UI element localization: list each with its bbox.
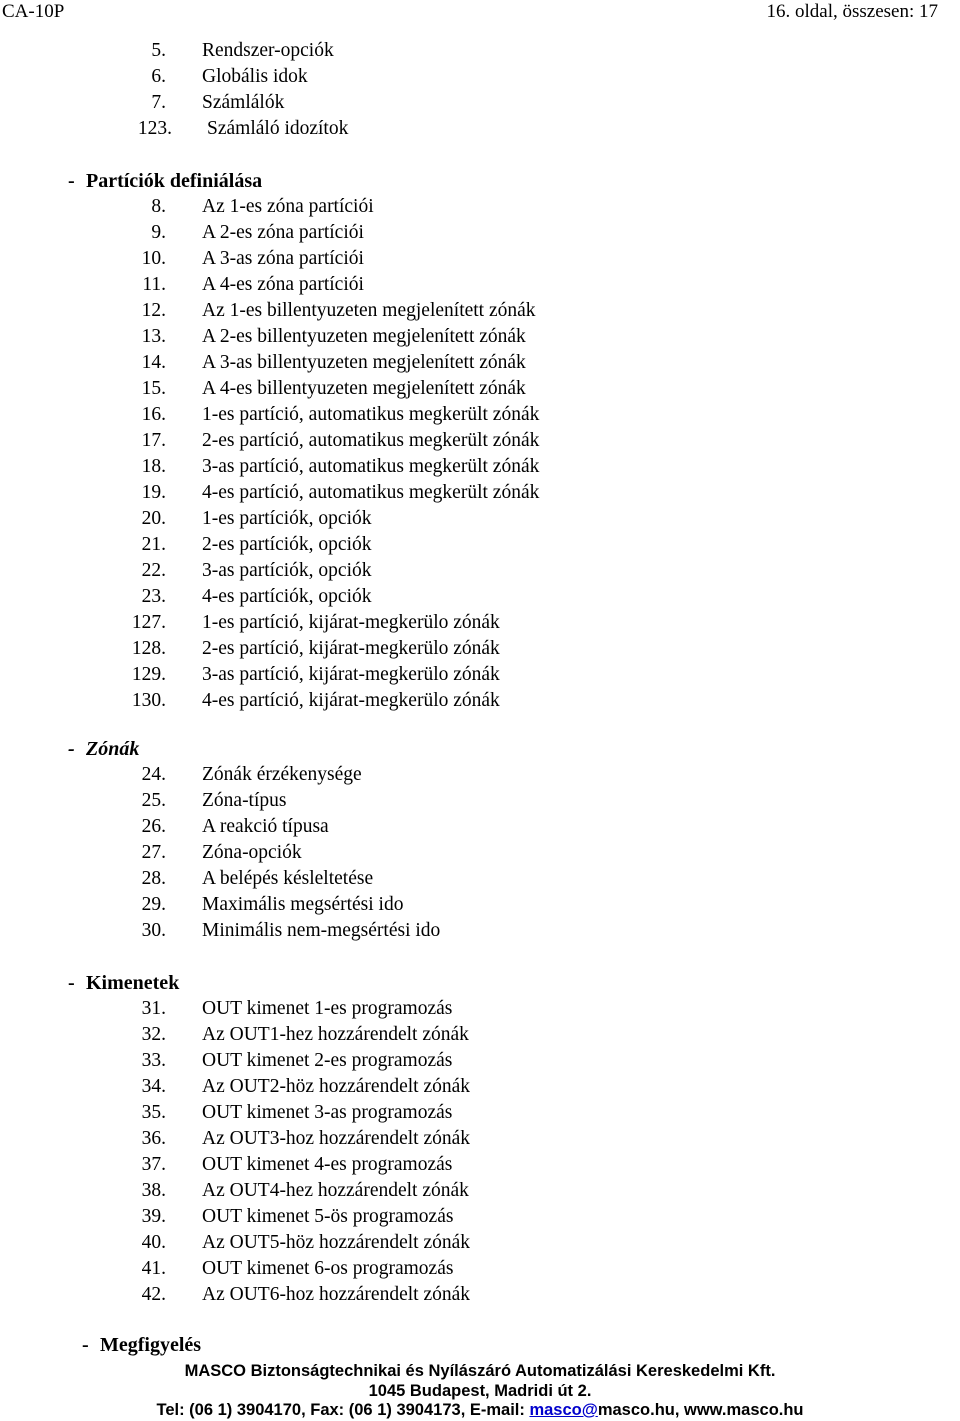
item-number: 16. [141, 404, 166, 425]
item-number: 31. [141, 998, 166, 1019]
item-text: A reakció típusa [202, 816, 329, 837]
item-number: 27. [141, 842, 166, 863]
item-number: 17. [141, 430, 166, 451]
item-text: Globális idok [202, 66, 308, 87]
item-number: 127. [131, 612, 166, 633]
item-text: 1-es partíció, automatikus megkerült zónák [202, 404, 540, 425]
item-text: Számlálók [202, 92, 285, 113]
section-title: Zónák [86, 738, 140, 760]
item-text: Az OUT6-hoz hozzárendelt zónák [202, 1284, 471, 1305]
item-text: Zóna-opciók [202, 842, 302, 863]
item-number: 34. [141, 1076, 166, 1097]
item-text: 4-es partíciók, opciók [202, 586, 372, 607]
section-heading-partitions [68, 168, 262, 194]
item-number: 21. [141, 534, 166, 555]
item-text: Az 1-es billentyuzeten megjelenített zónák [202, 300, 536, 321]
item-number: 28. [141, 868, 166, 889]
section-title: Megfigyelés [100, 1334, 202, 1356]
item-number: 14. [141, 352, 166, 373]
item-number: 24. [141, 764, 166, 785]
section-dash: - [68, 170, 75, 192]
item-text: Az OUT5-höz hozzárendelt zónák [202, 1232, 471, 1253]
item-text: Zónák érzékenysége [202, 764, 362, 785]
item-text: Maximális megsértési ido [202, 894, 404, 915]
section-heading-zones [68, 736, 139, 762]
item-text: Az OUT3-hoz hozzárendelt zónák [202, 1128, 471, 1149]
item-number: 29. [141, 894, 166, 915]
section-title: Partíciók definiálása [86, 170, 263, 192]
item-text: 4-es partíció, kijárat-megkerülo zónák [202, 690, 500, 711]
item-text: Rendszer-opciók [202, 40, 334, 61]
item-number: 22. [141, 560, 166, 581]
item-text: 2-es partíció, kijárat-megkerülo zónák [202, 638, 500, 659]
item-number: 12. [141, 300, 166, 321]
item-number: 30. [141, 920, 166, 941]
item-text: A 2-es billentyuzeten megjelenített zónák [202, 326, 526, 347]
item-text: Zóna-típus [202, 790, 287, 811]
item-text: A belépés késleltetése [202, 868, 374, 889]
item-number: 128. [131, 638, 166, 659]
item-text: Az OUT1-hez hozzárendelt zónák [202, 1024, 469, 1045]
item-number: 33. [141, 1050, 166, 1071]
item-text: OUT kimenet 1-es programozás [202, 998, 453, 1019]
item-text: OUT kimenet 6-os programozás [202, 1258, 454, 1279]
item-text: Az OUT4-hez hozzárendelt zónák [202, 1180, 469, 1201]
header-page-number: 16. oldal, összesen: 17 [766, 1, 938, 22]
item-number: 38. [141, 1180, 166, 1201]
item-number: 26. [141, 816, 166, 837]
item-number: 39. [141, 1206, 166, 1227]
item-number: 40. [141, 1232, 166, 1253]
footer-contact [0, 1399, 960, 1421]
footer-address: 1045 Budapest, Madridi út 2. [368, 1382, 592, 1400]
item-number: 13. [141, 326, 166, 347]
item-number: 8. [151, 196, 166, 217]
item-number: 36. [141, 1128, 166, 1149]
section-dash: - [82, 1334, 89, 1356]
item-text: A 2-es zóna partíciói [202, 222, 364, 243]
section-heading-outputs [68, 970, 179, 996]
item-number: 10. [141, 248, 166, 269]
item-number: 32. [141, 1024, 166, 1045]
item-text: 3-as partíció, automatikus megkerült zónák [202, 456, 540, 477]
item-text: 3-as partíció, kijárat-megkerülo zónák [202, 664, 500, 685]
item-text: Számláló idozítok [207, 118, 349, 139]
item-text: Minimális nem-megsértési ido [202, 920, 441, 941]
footer-contact-prefix: Tel: (06 1) 3904170, Fax: (06 1) 3904173, E-mail: [156, 1401, 530, 1419]
item-number: 129. [131, 664, 166, 685]
item-number: 42. [141, 1284, 166, 1305]
footer-email-link[interactable]: masco@ [529, 1401, 598, 1419]
section-title: Kimenetek [86, 972, 180, 994]
footer-company: MASCO Biztonságtechnikai és Nyílászáró Automatizálási Kereskedelmi Kft. [184, 1362, 776, 1380]
item-number: 18. [141, 456, 166, 477]
item-text: OUT kimenet 4-es programozás [202, 1154, 453, 1175]
item-text: 1-es partíció, kijárat-megkerülo zónák [202, 612, 500, 633]
item-number: 23. [141, 586, 166, 607]
item-text: 1-es partíciók, opciók [202, 508, 372, 529]
item-number: 123. [137, 118, 172, 139]
item-number: 19. [141, 482, 166, 503]
item-number: 41. [141, 1258, 166, 1279]
item-number: 37. [141, 1154, 166, 1175]
item-text: 4-es partíció, automatikus megkerült zónák [202, 482, 540, 503]
item-text: A 4-es billentyuzeten megjelenített zónák [202, 378, 526, 399]
footer-contact-suffix: masco.hu, www.masco.hu [597, 1401, 804, 1419]
section-heading-monitoring [82, 1332, 201, 1358]
header-doc-code: CA-10P [2, 1, 65, 22]
item-text: OUT kimenet 5-ös programozás [202, 1206, 454, 1227]
item-text: 2-es partíció, automatikus megkerült zónák [202, 430, 540, 451]
item-text: Az 1-es zóna partíciói [202, 196, 374, 217]
item-number: 15. [141, 378, 166, 399]
item-text: A 3-as zóna partíciói [202, 248, 364, 269]
item-text: A 4-es zóna partíciói [202, 274, 364, 295]
item-text: A 3-as billentyuzeten megjelenített zónák [202, 352, 526, 373]
section-dash: - [68, 972, 75, 994]
item-number: 25. [141, 790, 166, 811]
item-number: 9. [151, 222, 166, 243]
item-text: 2-es partíciók, opciók [202, 534, 372, 555]
item-number: 11. [142, 274, 166, 295]
item-number: 5. [151, 40, 166, 61]
item-text: Az OUT2-höz hozzárendelt zónák [202, 1076, 471, 1097]
item-number: 6. [151, 66, 166, 87]
item-number: 130. [131, 690, 166, 711]
section-dash: - [68, 738, 75, 760]
item-text: 3-as partíciók, opciók [202, 560, 372, 581]
item-text: OUT kimenet 3-as programozás [202, 1102, 453, 1123]
item-text: OUT kimenet 2-es programozás [202, 1050, 453, 1071]
item-number: 20. [141, 508, 166, 529]
item-number: 35. [141, 1102, 166, 1123]
item-number: 7. [151, 92, 166, 113]
